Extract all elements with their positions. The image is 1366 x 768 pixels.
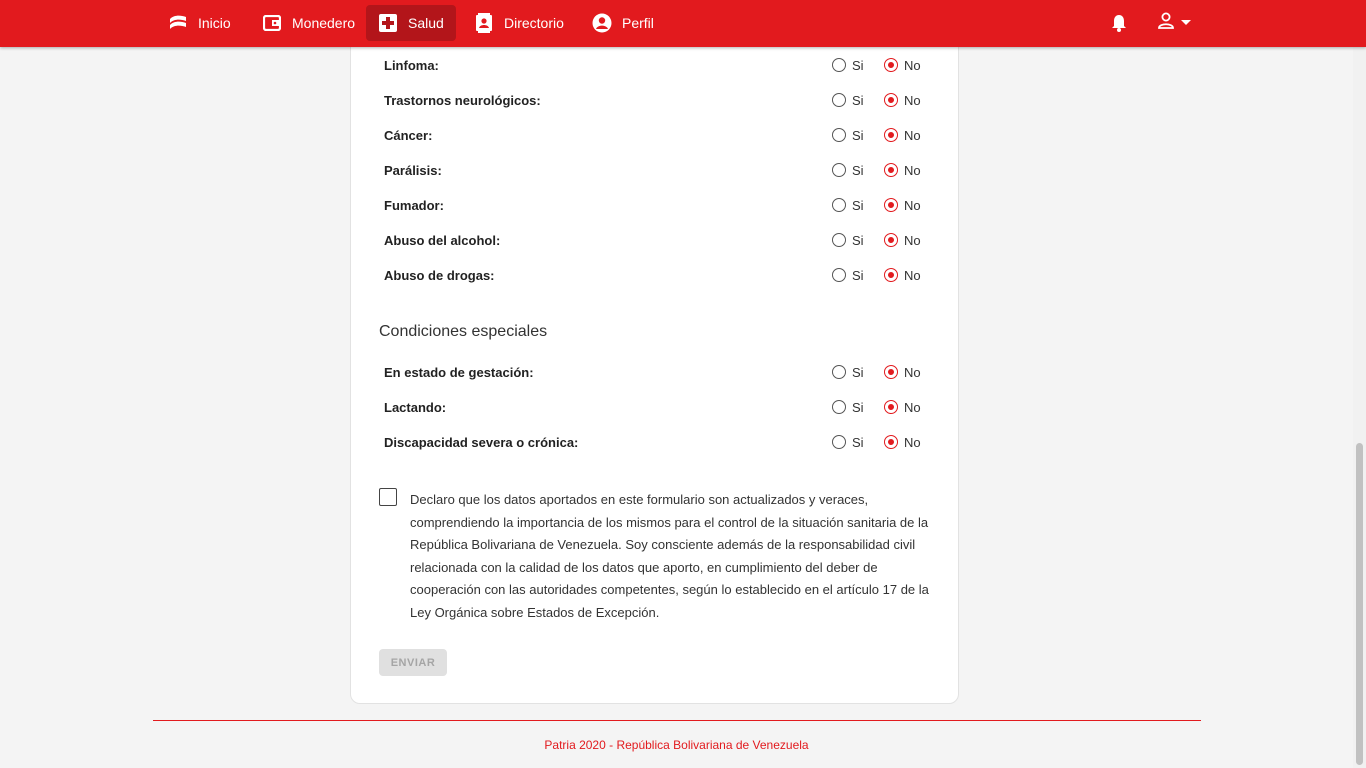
radio-no-label: No	[904, 267, 921, 283]
radio-circle-selected[interactable]	[884, 198, 898, 212]
special-row-discapacidad	[384, 431, 924, 453]
radio-no[interactable]	[884, 435, 921, 450]
radio-si-label: Si	[852, 232, 864, 248]
radio-si[interactable]	[832, 128, 864, 143]
special-row-gestacion	[384, 361, 924, 383]
condition-label: En estado de gestación:	[384, 364, 534, 380]
radio-circle-selected[interactable]	[884, 233, 898, 247]
declaration-text: Declaro que los datos aportados en este formulario son actualizados y veraces, comprendiendo la importancia de los mismos para el control de la situación sanitaria de la República Bolivariana de Venezuela. Soy consciente además de la responsabilidad civil relacionada con la calidad de los datos que aporto, en cumplimiento del deber de cooperación con las autoridades competentes, según lo establecido en el artículo 17 de la Ley Orgánica sobre Estados de Excepción.	[410, 492, 929, 620]
condition-label: Abuso del alcohol:	[384, 232, 501, 248]
special-row-lactando	[384, 396, 924, 418]
wallet-icon	[262, 13, 282, 33]
nav-directorio-label: Directorio	[504, 15, 564, 31]
radio-no-label: No	[904, 197, 921, 213]
radio-no[interactable]	[884, 400, 921, 415]
nav-salud[interactable]	[366, 5, 456, 41]
inicio-icon	[168, 13, 188, 33]
radio-no[interactable]	[884, 128, 921, 143]
radio-circle[interactable]	[832, 58, 846, 72]
radio-circle[interactable]	[832, 435, 846, 449]
radio-circle[interactable]	[832, 400, 846, 414]
radio-si[interactable]	[832, 400, 864, 415]
contacts-icon	[474, 13, 494, 33]
radio-circle-selected[interactable]	[884, 58, 898, 72]
condition-row-paralisis	[384, 159, 924, 181]
radio-si-label: Si	[852, 162, 864, 178]
health-cross-icon	[378, 13, 398, 33]
scrollbar-thumb[interactable]	[1356, 443, 1363, 765]
radio-si-label: Si	[852, 92, 864, 108]
radio-no-label: No	[904, 162, 921, 178]
radio-si-label: Si	[852, 57, 864, 73]
condition-label: Lactando:	[384, 399, 447, 415]
footer-text: Patria 2020 - República Bolivariana de Venezuela	[544, 738, 809, 752]
radio-circle[interactable]	[832, 163, 846, 177]
declaration-checkbox[interactable]	[379, 488, 397, 506]
radio-circle[interactable]	[832, 93, 846, 107]
radio-no[interactable]	[884, 163, 921, 178]
condition-row-drogas	[384, 264, 924, 286]
condition-row-linfoma	[384, 54, 924, 76]
radio-circle[interactable]	[832, 128, 846, 142]
radio-si[interactable]	[832, 435, 864, 450]
radio-no[interactable]	[884, 58, 921, 73]
radio-si-label: Si	[852, 197, 864, 213]
radio-no-label: No	[904, 92, 921, 108]
condition-label: Fumador:	[384, 197, 444, 213]
radio-no[interactable]	[884, 233, 921, 248]
condition-row-trastornos	[384, 89, 924, 111]
radio-circle-selected[interactable]	[884, 163, 898, 177]
user-menu[interactable]	[1156, 13, 1198, 33]
radio-si[interactable]	[832, 268, 864, 283]
nav-directorio[interactable]	[462, 5, 576, 41]
condition-label: Abuso de drogas:	[384, 267, 495, 283]
radio-circle-selected[interactable]	[884, 400, 898, 414]
radio-circle-selected[interactable]	[884, 365, 898, 379]
radio-si[interactable]	[832, 93, 864, 108]
radio-si[interactable]	[832, 163, 864, 178]
footer-divider	[153, 720, 1201, 721]
radio-no[interactable]	[884, 198, 921, 213]
nav-inicio[interactable]	[156, 5, 243, 41]
page-scrollbar[interactable]	[1353, 47, 1366, 768]
radio-circle[interactable]	[832, 365, 846, 379]
condition-row-alcohol	[384, 229, 924, 251]
condition-label: Cáncer:	[384, 127, 433, 143]
radio-circle-selected[interactable]	[884, 93, 898, 107]
submit-button[interactable]: ENVIAR	[379, 649, 447, 676]
radio-si-label: Si	[852, 127, 864, 143]
radio-no[interactable]	[884, 365, 921, 380]
condition-row-cancer	[384, 124, 924, 146]
chevron-down-icon	[1180, 14, 1192, 32]
condition-label: Linfoma:	[384, 57, 439, 73]
radio-no[interactable]	[884, 268, 921, 283]
radio-si-label: Si	[852, 434, 864, 450]
radio-circle[interactable]	[832, 198, 846, 212]
radio-si-label: Si	[852, 399, 864, 415]
radio-si[interactable]	[832, 198, 864, 213]
condition-row-fumador	[384, 194, 924, 216]
section-title-condiciones-especiales: Condiciones especiales	[379, 323, 548, 340]
user-icon	[1156, 11, 1176, 36]
radio-no-label: No	[904, 434, 921, 450]
radio-circle[interactable]	[832, 233, 846, 247]
account-circle-icon	[592, 13, 612, 33]
condition-label: Parálisis:	[384, 162, 442, 178]
nav-perfil-label: Perfil	[622, 15, 654, 31]
nav-perfil[interactable]	[580, 5, 666, 41]
bell-icon[interactable]	[1109, 13, 1129, 33]
nav-inicio-label: Inicio	[198, 15, 231, 31]
radio-circle-selected[interactable]	[884, 268, 898, 282]
radio-si[interactable]	[832, 365, 864, 380]
radio-si-label: Si	[852, 267, 864, 283]
nav-monedero[interactable]	[250, 5, 367, 41]
radio-circle-selected[interactable]	[884, 128, 898, 142]
radio-si[interactable]	[832, 233, 864, 248]
top-navbar	[0, 0, 1366, 47]
radio-si-label: Si	[852, 364, 864, 380]
radio-no-label: No	[904, 364, 921, 380]
radio-no[interactable]	[884, 93, 921, 108]
nav-salud-label: Salud	[408, 15, 444, 31]
radio-circle-selected[interactable]	[884, 435, 898, 449]
radio-no-label: No	[904, 127, 921, 143]
radio-no-label: No	[904, 57, 921, 73]
nav-monedero-label: Monedero	[292, 15, 356, 31]
radio-no-label: No	[904, 232, 921, 248]
radio-circle[interactable]	[832, 268, 846, 282]
radio-si[interactable]	[832, 58, 864, 73]
condition-label: Trastornos neurológicos:	[384, 92, 541, 108]
radio-no-label: No	[904, 399, 921, 415]
condition-label: Discapacidad severa o crónica:	[384, 434, 579, 450]
